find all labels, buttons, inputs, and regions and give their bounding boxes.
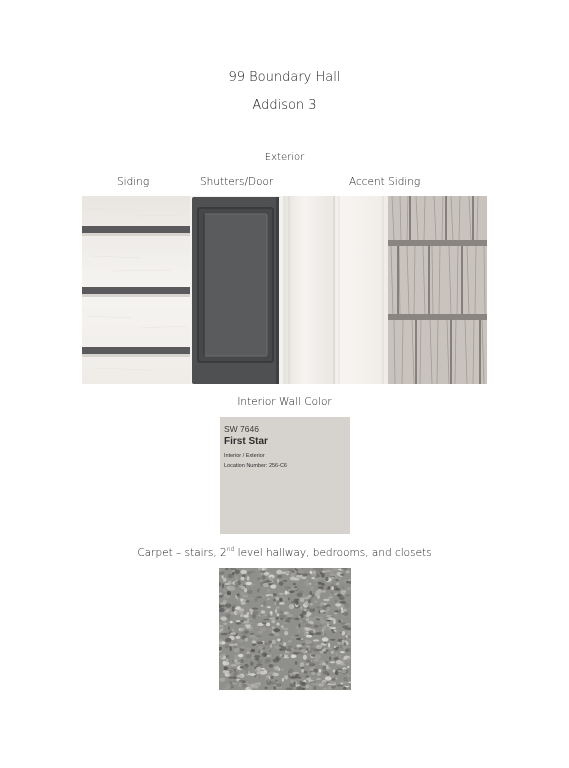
interior-wall-color-heading: Interior Wall Color — [237, 396, 332, 408]
paint-code: SW 7646 — [224, 424, 259, 434]
carpet-swatch — [219, 568, 351, 690]
paint-name: First Star — [224, 436, 268, 447]
shutters-door-label: Shutters/Door — [200, 176, 274, 188]
paint-color-chip — [220, 417, 350, 534]
paint-usage: Interior / Exterior — [224, 453, 265, 459]
siding-swatch — [82, 196, 190, 384]
document-title: 99 Boundary Hall — [228, 70, 341, 85]
carpet-heading: Carpet – stairs, 2nd level hallway, bedrooms, and closets — [137, 546, 432, 559]
document-subtitle: Addison 3 — [252, 98, 317, 113]
exterior-heading: Exterior — [264, 152, 305, 163]
accent-siding-label: Accent Siding — [349, 176, 421, 188]
paint-location-number: Location Number: 256-C6 — [224, 463, 287, 469]
shutter-door-swatch — [190, 196, 283, 384]
siding-label: Siding — [117, 176, 150, 188]
accent-shingle-swatch — [388, 196, 487, 384]
accent-trim-swatch — [283, 196, 388, 384]
